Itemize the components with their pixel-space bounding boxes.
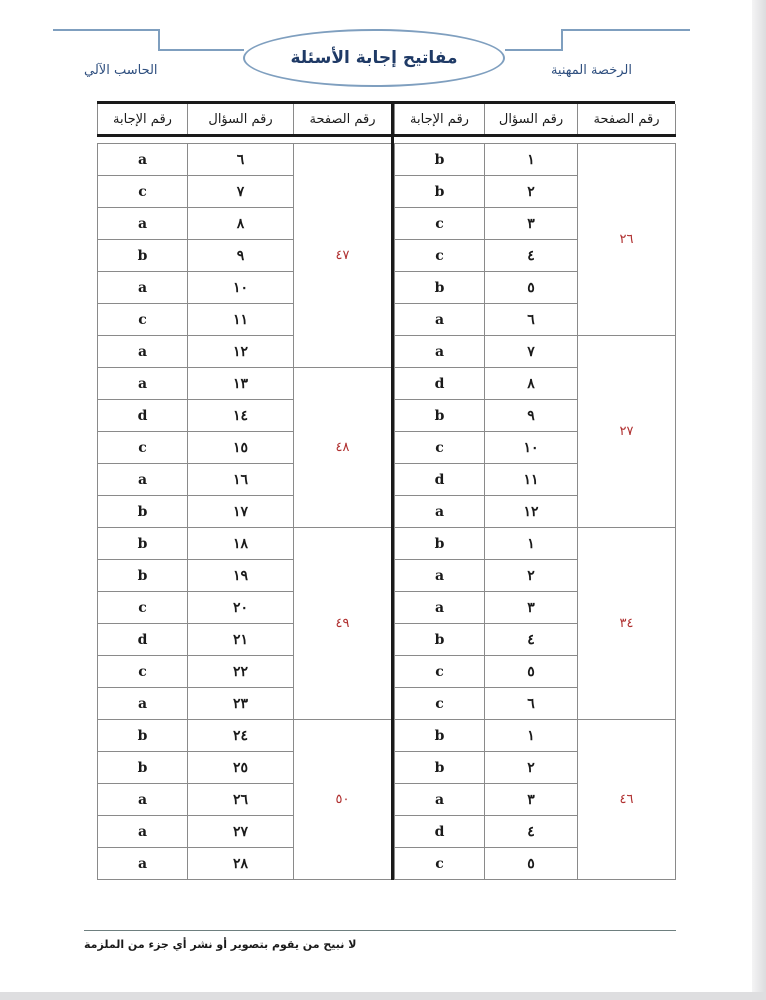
question-number-cell: ٤: [485, 816, 578, 848]
answer-cell: a: [98, 144, 188, 176]
answer-cell: b: [395, 400, 485, 432]
question-number-cell: ٥: [485, 656, 578, 688]
question-number-cell: ١: [485, 528, 578, 560]
header-rule-left-drop: [158, 29, 160, 51]
header-rule-right-bottom: [505, 49, 563, 51]
page-bottom-shadow: [0, 992, 766, 1000]
question-number-cell: ٣: [485, 208, 578, 240]
answer-cell: c: [395, 688, 485, 720]
page-number-cell: ٣٤: [578, 528, 676, 720]
answer-cell: b: [395, 720, 485, 752]
question-number-cell: ١٢: [485, 496, 578, 528]
answer-table-left: [97, 104, 392, 880]
question-number-cell: ٢: [485, 176, 578, 208]
question-number-cell: ٦: [485, 304, 578, 336]
answer-cell: c: [395, 208, 485, 240]
question-number-cell: ١٨: [188, 528, 294, 560]
page-number-cell: ٤٧: [294, 144, 392, 368]
col-header-page: رقم الصفحة: [578, 104, 676, 136]
table-row: [395, 336, 676, 368]
question-number-cell: ١: [485, 144, 578, 176]
answer-cell: c: [395, 848, 485, 880]
question-number-cell: ٣: [485, 592, 578, 624]
question-number-cell: ٢٥: [188, 752, 294, 784]
page-number-cell: ٢٦: [578, 144, 676, 336]
answer-cell: d: [395, 368, 485, 400]
answer-cell: b: [395, 176, 485, 208]
answer-cell: a: [395, 560, 485, 592]
question-number-cell: ١: [485, 720, 578, 752]
question-number-cell: ٢٦: [188, 784, 294, 816]
col-header-question: رقم السؤال: [188, 104, 294, 136]
answer-cell: a: [98, 688, 188, 720]
question-number-cell: ٢٤: [188, 720, 294, 752]
answer-cell: c: [395, 240, 485, 272]
answer-cell: b: [98, 560, 188, 592]
answer-cell: a: [98, 816, 188, 848]
answer-cell: b: [98, 240, 188, 272]
answer-cell: c: [98, 176, 188, 208]
answer-cell: c: [395, 656, 485, 688]
page-number-cell: ٥٠: [294, 720, 392, 880]
answer-cell: a: [98, 464, 188, 496]
answer-cell: a: [98, 208, 188, 240]
question-number-cell: ١٧: [188, 496, 294, 528]
question-number-cell: ٢: [485, 560, 578, 592]
answer-cell: a: [98, 848, 188, 880]
question-number-cell: ١١: [485, 464, 578, 496]
question-number-cell: ٢١: [188, 624, 294, 656]
table-row: [98, 720, 392, 752]
question-number-cell: ٢٧: [188, 816, 294, 848]
header-rule-left-bottom: [158, 49, 244, 51]
col-header-question: رقم السؤال: [485, 104, 578, 136]
copyright-notice: لا نبيح من يقوم بتصوير أو نشر أي جزء من الملزمة: [84, 938, 357, 951]
header-rule-right-top: [561, 29, 690, 31]
question-number-cell: ١٢: [188, 336, 294, 368]
question-number-cell: ١١: [188, 304, 294, 336]
question-number-cell: ٩: [188, 240, 294, 272]
page-number-cell: ٤٩: [294, 528, 392, 720]
question-number-cell: ٢٣: [188, 688, 294, 720]
question-number-cell: ١٤: [188, 400, 294, 432]
answer-cell: c: [395, 432, 485, 464]
question-number-cell: ٤: [485, 240, 578, 272]
answer-cell: b: [98, 528, 188, 560]
answer-table-right: [394, 104, 676, 880]
title-oval: [243, 29, 505, 87]
table-row: [395, 528, 676, 560]
answer-cell: c: [98, 592, 188, 624]
header-rule-left-top: [53, 29, 159, 31]
answer-cell: b: [395, 624, 485, 656]
answer-cell: a: [98, 368, 188, 400]
question-number-cell: ٢٠: [188, 592, 294, 624]
question-number-cell: ٥: [485, 848, 578, 880]
question-number-cell: ١٩: [188, 560, 294, 592]
col-header-page: رقم الصفحة: [294, 104, 392, 136]
table-row: [98, 144, 392, 176]
page-title: مفاتيح إجابة الأسئلة: [290, 48, 458, 68]
footer-rule: [84, 930, 676, 931]
answer-cell: d: [395, 464, 485, 496]
answer-cell: a: [395, 592, 485, 624]
answer-cell: a: [98, 272, 188, 304]
answer-cell: b: [395, 752, 485, 784]
answer-cell: d: [98, 624, 188, 656]
answer-cell: a: [395, 336, 485, 368]
question-number-cell: ٢٢: [188, 656, 294, 688]
question-number-cell: ٦: [188, 144, 294, 176]
answer-cell: a: [395, 304, 485, 336]
answer-cell: b: [98, 752, 188, 784]
question-number-cell: ٨: [188, 208, 294, 240]
page-number-cell: ٢٧: [578, 336, 676, 528]
col-header-answer: رقم الإجابة: [98, 104, 188, 136]
col-header-answer: رقم الإجابة: [395, 104, 485, 136]
answer-cell: a: [98, 784, 188, 816]
answer-cell: c: [98, 432, 188, 464]
answer-cell: c: [98, 656, 188, 688]
question-number-cell: ١٦: [188, 464, 294, 496]
page-number-cell: ٤٨: [294, 368, 392, 528]
answer-cell: a: [98, 336, 188, 368]
question-number-cell: ٧: [188, 176, 294, 208]
answer-cell: a: [395, 784, 485, 816]
header-rule-right-drop: [561, 29, 563, 51]
subject-label: الحاسب الآلي: [84, 63, 158, 78]
page-number-cell: ٤٦: [578, 720, 676, 880]
page-edge-shadow: [752, 0, 766, 1000]
question-number-cell: ١٠: [485, 432, 578, 464]
question-number-cell: ٦: [485, 688, 578, 720]
answer-cell: b: [98, 720, 188, 752]
table-row: [395, 720, 676, 752]
answer-cell: a: [395, 496, 485, 528]
program-label: الرخصة المهنية: [550, 63, 632, 78]
question-number-cell: ٤: [485, 624, 578, 656]
question-number-cell: ٥: [485, 272, 578, 304]
question-number-cell: ١٥: [188, 432, 294, 464]
question-number-cell: ١٠: [188, 272, 294, 304]
answer-cell: b: [98, 496, 188, 528]
question-number-cell: ٣: [485, 784, 578, 816]
question-number-cell: ٨: [485, 368, 578, 400]
table-row: [98, 368, 392, 400]
table-center-divider: [391, 104, 394, 880]
question-number-cell: ٧: [485, 336, 578, 368]
answer-cell: d: [98, 400, 188, 432]
table-row: [98, 528, 392, 560]
question-number-cell: ٩: [485, 400, 578, 432]
question-number-cell: ١٣: [188, 368, 294, 400]
question-number-cell: ٢: [485, 752, 578, 784]
answer-cell: b: [395, 528, 485, 560]
question-number-cell: ٢٨: [188, 848, 294, 880]
answer-cell: b: [395, 144, 485, 176]
table-row: [395, 144, 676, 176]
answer-cell: c: [98, 304, 188, 336]
answer-cell: d: [395, 816, 485, 848]
answer-cell: b: [395, 272, 485, 304]
